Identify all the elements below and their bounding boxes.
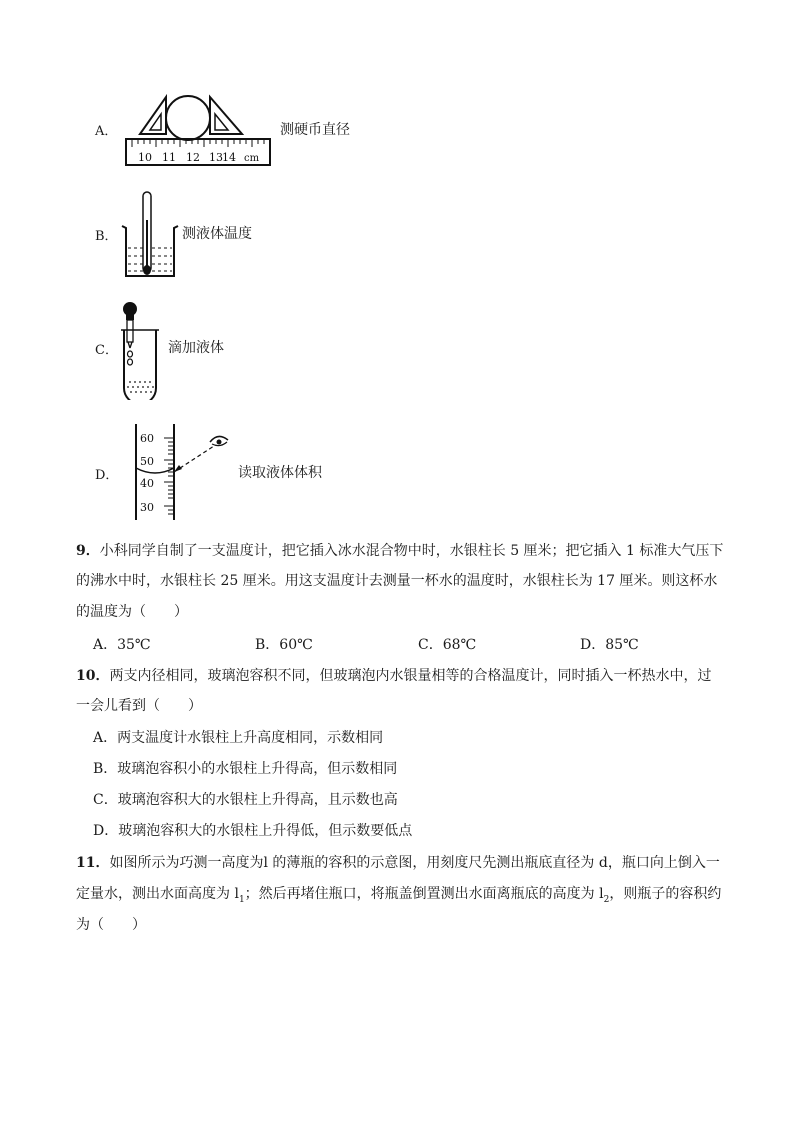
cylinder-eye-figure bbox=[128, 420, 236, 522]
option-c-letter: C． bbox=[95, 343, 118, 358]
dropper-tube-figure bbox=[118, 300, 162, 400]
cylinder-tick-label: 60 bbox=[140, 432, 154, 445]
option-a-caption: 测硬币直径 bbox=[280, 122, 350, 138]
cylinder-tick-label: 30 bbox=[140, 501, 154, 514]
q9-choice-b[interactable]: B．60℃ bbox=[255, 637, 313, 653]
q10-choice-d[interactable]: D．玻璃泡容积大的水银柱上升得低，但示数要低点 bbox=[93, 823, 413, 839]
option-b-letter: B． bbox=[95, 229, 118, 244]
ruler-tick-label: 10 bbox=[138, 151, 152, 164]
q9-line-3: 的温度为（ ） bbox=[76, 604, 188, 620]
q10-line-2: 一会儿看到（ ） bbox=[76, 698, 202, 714]
q10-choice-c[interactable]: C．玻璃泡容积大的水银柱上升得高，且示数也高 bbox=[93, 792, 398, 808]
q11-number: 11． bbox=[76, 855, 110, 871]
coin-ruler-figure bbox=[124, 92, 272, 168]
option-d-letter: D． bbox=[95, 468, 119, 483]
q10-number: 10． bbox=[76, 668, 110, 684]
ruler-tick-label: 14 bbox=[222, 151, 236, 164]
option-b-caption: 测液体温度 bbox=[182, 226, 252, 242]
q10-choice-a[interactable]: A．两支温度计水银柱上升高度相同，示数相同 bbox=[93, 730, 384, 746]
thermometer-beaker-figure bbox=[118, 190, 180, 282]
q9-choice-d[interactable]: D．85℃ bbox=[580, 637, 639, 653]
option-c-caption: 滴加液体 bbox=[168, 340, 224, 356]
q11-line-2: 定量水，测出水面高度为 $l_1$；然后再堵住瓶口，将瓶盖倒置测出水面离瓶底的高度为 $l_2$，则瓶子的容积约 bbox=[76, 886, 722, 905]
q11-line-1: 11．如图所示为巧测一高度为l 的薄瓶的容积的示意图，用刻度尺先测出瓶底直径为 d，瓶口向上倒入一 bbox=[76, 855, 720, 871]
q9-line-1: 9．小科同学自制了一支温度计，把它插入冰水混合物中时，水银柱长 5 厘米；把它插入 1 标准大气压下 bbox=[76, 543, 724, 559]
option-a-letter: A． bbox=[95, 124, 118, 139]
q9-number: 9． bbox=[76, 543, 100, 559]
ruler-tick-label: 13 bbox=[209, 151, 223, 164]
q10-line-1: 10．两支内径相同，玻璃泡容积不同，但玻璃泡内水银量相等的合格温度计，同时插入一杯热水中，过 bbox=[76, 668, 712, 684]
q9-line-2: 的沸水中时，水银柱长 25 厘米。用这支温度计去测量一杯水的温度时，水银柱长为 17 厘米。则这杯水 bbox=[76, 573, 718, 589]
cylinder-tick-label: 40 bbox=[140, 477, 154, 490]
ruler-unit-label: cm bbox=[244, 153, 260, 164]
q9-choice-a[interactable]: A．35℃ bbox=[93, 637, 151, 653]
cylinder-tick-label: 50 bbox=[140, 455, 154, 468]
ruler-tick-label: 11 bbox=[162, 151, 176, 164]
q11-line-3: 为（ ） bbox=[76, 917, 146, 933]
q9-choice-c[interactable]: C．68℃ bbox=[418, 637, 477, 653]
q10-choice-b[interactable]: B．玻璃泡容积小的水银柱上升得高，但示数相同 bbox=[93, 761, 398, 777]
ruler-tick-label: 12 bbox=[186, 151, 200, 164]
option-d-caption: 读取液体体积 bbox=[238, 465, 322, 481]
